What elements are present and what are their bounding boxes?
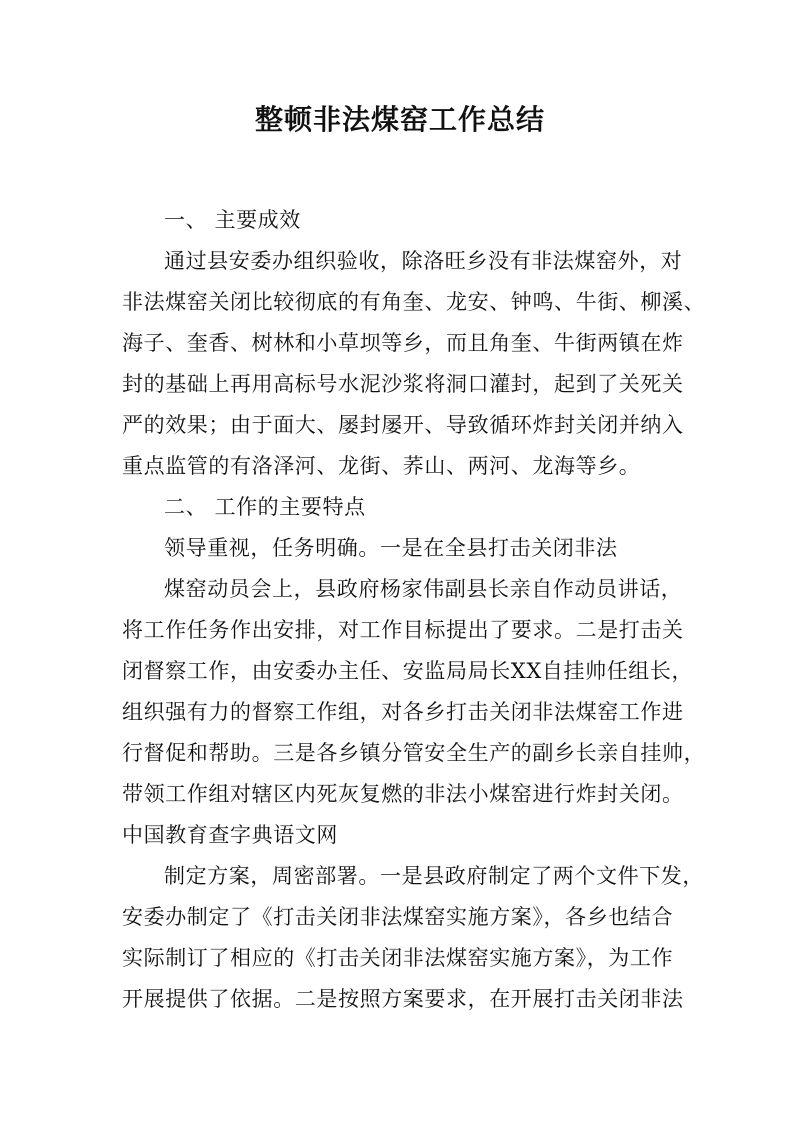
page-title: 整顿非法煤窑工作总结: [254, 103, 545, 136]
paragraph-line: 严的效果；由于面大、屡封屡开、导致循环炸封关闭并纳入: [122, 413, 684, 437]
source-note: 中国教育查字典语文网: [122, 823, 338, 847]
paragraph-line: 煤窑动员会上，县政府杨家伟副县长亲自作动员讲话，: [164, 577, 683, 601]
paragraph-line: 组织强有力的督察工作组，对各乡打击关闭非法煤窑工作进: [122, 700, 684, 724]
paragraph-line: 实际制订了相应的《打击关闭非法煤窑实施方案》，为工作: [122, 946, 674, 970]
paragraph-line: 领导重视，任务明确。一是在全县打击关闭非法: [164, 536, 618, 560]
paragraph-line: 重点监管的有洛泽河、龙街、荞山、两河、龙海等乡。: [122, 454, 641, 478]
paragraph-line: 通过县安委办组织验收，除洛旺乡没有非法煤窑外，对: [164, 249, 683, 273]
paragraph-line: 制定方案，周密部署。一是县政府制定了两个文件下发，: [164, 864, 704, 888]
paragraph-line: 海子、奎香、树林和小草坝等乡，而且角奎、牛街两镇在炸: [122, 331, 684, 355]
paragraph-line: 安委办制定了《打击关闭非法煤窑实施方案》，各乡也结合: [122, 905, 674, 929]
paragraph-line: 行督促和帮助。三是各乡镇分管安全生产的副乡长亲自挂帅，: [122, 741, 706, 765]
paragraph-line: 开展提供了依据。二是按照方案要求，在开展打击关闭非法: [122, 987, 684, 1011]
section-heading-2: 二、 工作的主要特点: [164, 495, 366, 519]
paragraph-line: 闭督察工作，由安委办主任、安监局局长XX自挂帅任组长，: [122, 659, 694, 683]
paragraph-line: 封的基础上再用高标号水泥沙浆将洞口灌封，起到了关死关: [122, 372, 684, 396]
paragraph-line: 非法煤窑关闭比较彻底的有角奎、龙安、钟鸣、牛街、柳溪、: [122, 290, 706, 314]
section-heading-1: 一、 主要成效: [164, 208, 301, 232]
paragraph-line: 将工作任务作出安排，对工作目标提出了要求。二是打击关: [122, 618, 684, 642]
paragraph-line: 带领工作组对辖区内死灰复燃的非法小煤窑进行炸封关闭。: [122, 782, 684, 806]
